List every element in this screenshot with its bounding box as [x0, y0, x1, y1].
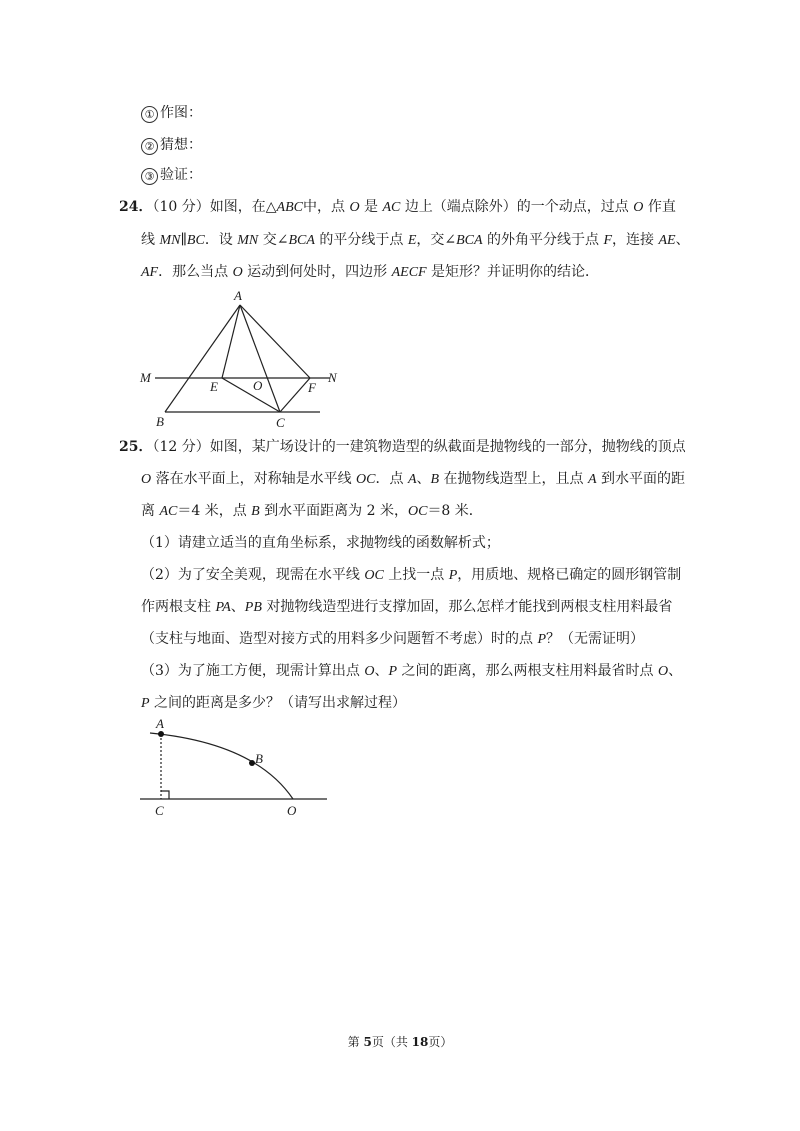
answer-item-3: ③ 验证： — [141, 165, 202, 185]
segment-cf — [280, 378, 310, 412]
page-total: 18 — [411, 1035, 429, 1049]
q25-line-1: 25．（12 分）如图，某广场设计的一建筑物造型的纵截面是抛物线的一部分，抛物线的顶点 — [119, 439, 686, 455]
segment-af — [240, 305, 310, 378]
segment-ec — [222, 378, 280, 412]
label-f: F — [308, 380, 316, 395]
q25-part-3-line-1: （3）为了施工方便，现需计算出点 O、P 之间的距离，那么两根支柱用料最省时点 O、 — [141, 663, 683, 679]
label-c: C — [276, 415, 285, 430]
circled-number-3: ③ — [141, 168, 158, 185]
label-a: A — [156, 716, 164, 731]
q25-part-2-line-1: （2）为了安全美观，现需在水平线 OC 上找一点 P，用质地、规格已确定的圆形钢管制 — [141, 567, 682, 583]
q24-line-1: 24．（10 分）如图，在△ABC中，点 O 是 AC 边上（端点除外）的一个动点，过点 O 作直 — [119, 199, 676, 215]
q25-part-1: （1）请建立适当的直角坐标系，求抛物线的函数解析式； — [141, 535, 500, 551]
answer-item-1: ① 作图： — [141, 103, 202, 123]
segment-ae — [222, 305, 240, 378]
label-a: A — [234, 288, 242, 303]
q25-line-2: O 落在水平面上，对称轴是水平线 OC．点 A、B 在抛物线造型上，且点 A 到水平面的距 — [141, 471, 685, 487]
page-footer: 第 5页（共 18页） — [347, 1035, 453, 1049]
q24-line-2: 线 MN∥BC．设 MN 交∠BCA 的平分线于点 E，交∠BCA 的外角平分线于点 F，连接 AE、 — [141, 232, 690, 248]
q25-part-2-line-3: （支柱与地面、造型对接方式的用料多少问题暂不考虑）时的点 P？（无需证明） — [141, 631, 645, 647]
q24-figure — [130, 285, 360, 430]
label-o: O — [287, 803, 297, 818]
label-o: O — [253, 378, 263, 393]
circled-number-2: ② — [141, 138, 158, 155]
label-b: B — [255, 751, 263, 766]
q25-part-2-line-2: 作两根支柱 PA、PB 对抛物线造型进行支撑加固，那么怎样才能找到两根支柱用料最省 — [141, 599, 673, 615]
q24-line-3: AF．那么当点 O 运动到何处时，四边形 AECF 是矩形？并证明你的结论． — [141, 264, 600, 280]
circled-number-1: ① — [141, 106, 158, 123]
segment-ac — [240, 305, 280, 412]
label-b: B — [156, 414, 164, 429]
label-c: C — [155, 803, 164, 818]
right-angle-mark — [161, 791, 169, 799]
q25-part-3-line-2: P 之间的距离是多少？（请写出求解过程） — [141, 695, 407, 711]
page-number: 5 — [363, 1035, 372, 1049]
q25-figure — [135, 715, 335, 820]
label-e: E — [210, 379, 218, 394]
segment-ab — [165, 305, 240, 412]
answer-item-2: ② 猜想： — [141, 135, 202, 155]
label-n: N — [328, 370, 337, 385]
label-m: M — [140, 370, 151, 385]
point-a — [158, 731, 164, 737]
q25-line-3: 离 AC＝4 米，点 B 到水平面距离为 2 米，OC＝8 米． — [141, 503, 483, 519]
parabola-curve — [150, 733, 293, 799]
